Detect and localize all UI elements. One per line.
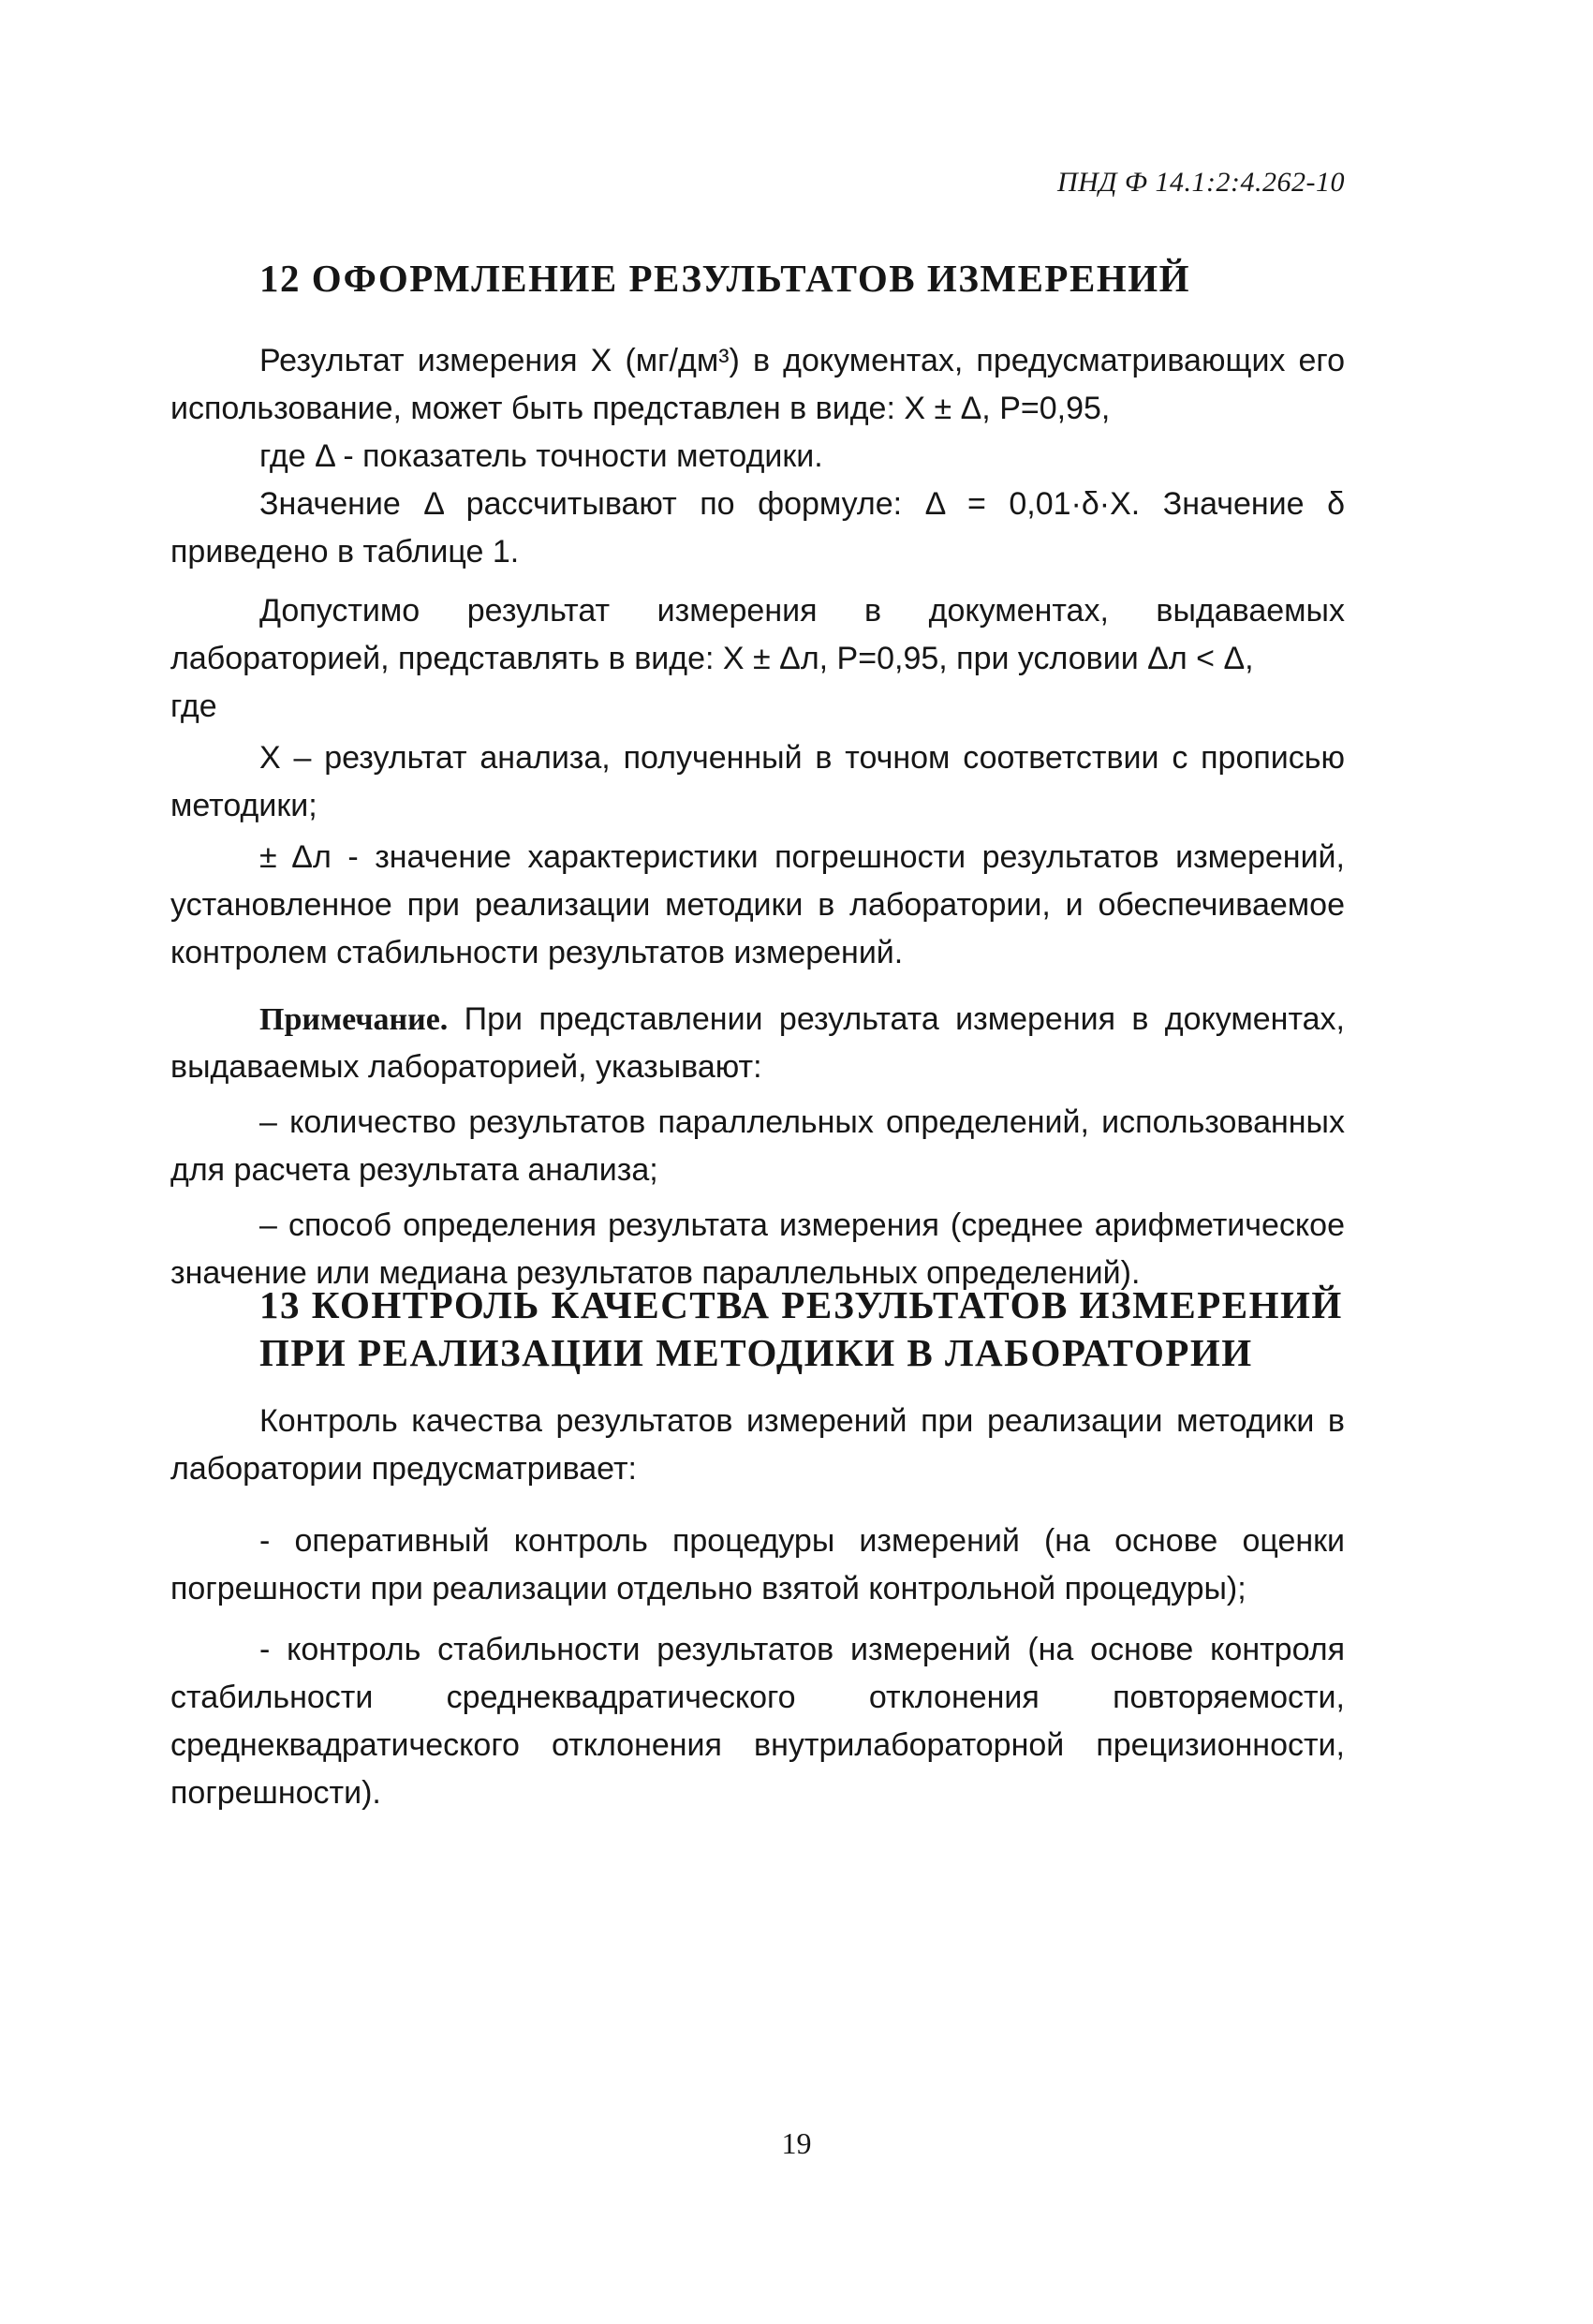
note-label: Примечание. xyxy=(259,1002,449,1037)
note-paragraph xyxy=(170,996,1345,1091)
note-text: При представлении результата измерения в документах, выдаваемых лабораторией, указывают: xyxy=(170,1001,1345,1085)
paragraph-delta-lab-definition: ± Δл - значение характеристики погрешности результатов измерений, установленное при реализации методики в лаборатории, и обеспечиваемое контролем стабильности результатов измерений. xyxy=(170,839,1345,970)
paragraph-quality-control: Контроль качества результатов измерений при реализации методики в лаборатории предусматривает: xyxy=(170,1403,1345,1487)
section-12-title: 12 ОФОРМЛЕНИЕ РЕЗУЛЬТАТОВ ИЗМЕРЕНИЙ xyxy=(259,257,1190,300)
document-code: ПНД Ф 14.1:2:4.262-10 xyxy=(1056,167,1345,198)
paragraph-result-form: Результат измерения X (мг/дм³) в документах, предусматривающих его использование, может быть представлен в виде: X ± Δ, Р=0,95, xyxy=(170,343,1345,426)
paragraph-where: где xyxy=(170,688,217,724)
note-item-method: – способ определения результата измерения (среднее арифметическое значение или медиана результатов параллельных определений). xyxy=(170,1207,1345,1291)
section-13-title-line1: 13 КОНТРОЛЬ КАЧЕСТВА РЕЗУЛЬТАТОВ ИЗМЕРЕНИЙ xyxy=(259,1283,1343,1326)
section-13-title xyxy=(170,1281,1434,1377)
page-number: 19 xyxy=(781,2126,812,2160)
list-item-operational-control: - оперативный контроль процедуры измерений (на основе оценки погрешности при реализации отдельно взятой контрольной процедуры); xyxy=(170,1523,1345,1606)
note-item-count: – количество результатов параллельных определений, использованных для расчета результата анализа; xyxy=(170,1104,1345,1188)
paragraph-x-definition: X – результат анализа, полученный в точном соответствии с прописью методики; xyxy=(170,740,1345,823)
section-13-title-line2: ПРИ РЕАЛИЗАЦИИ МЕТОДИКИ В ЛАБОРАТОРИИ xyxy=(259,1331,1253,1374)
section-12-body xyxy=(170,337,1345,1297)
paragraph-accuracy-index: где Δ - показатель точности методики. xyxy=(259,438,823,474)
section-13-body xyxy=(170,1398,1345,1817)
paragraph-delta-formula: Значение Δ рассчитывают по формуле: Δ = 0,01·δ·X. Значение δ приведено в таблице 1. xyxy=(170,486,1345,570)
list-item-stability-control: - контроль стабильности результатов измерений (на основе контроля стабильности среднеквадратического отклонения повторяемости, среднеквадратического отклонения внутрилабораторной прецизионности, погрешности). xyxy=(170,1632,1345,1811)
paragraph-lab-result: Допустимо результат измерения в документах, выдаваемых лабораторией, представлять в виде: X ± Δл, Р=0,95, при условии Δл < Δ, xyxy=(170,593,1345,676)
